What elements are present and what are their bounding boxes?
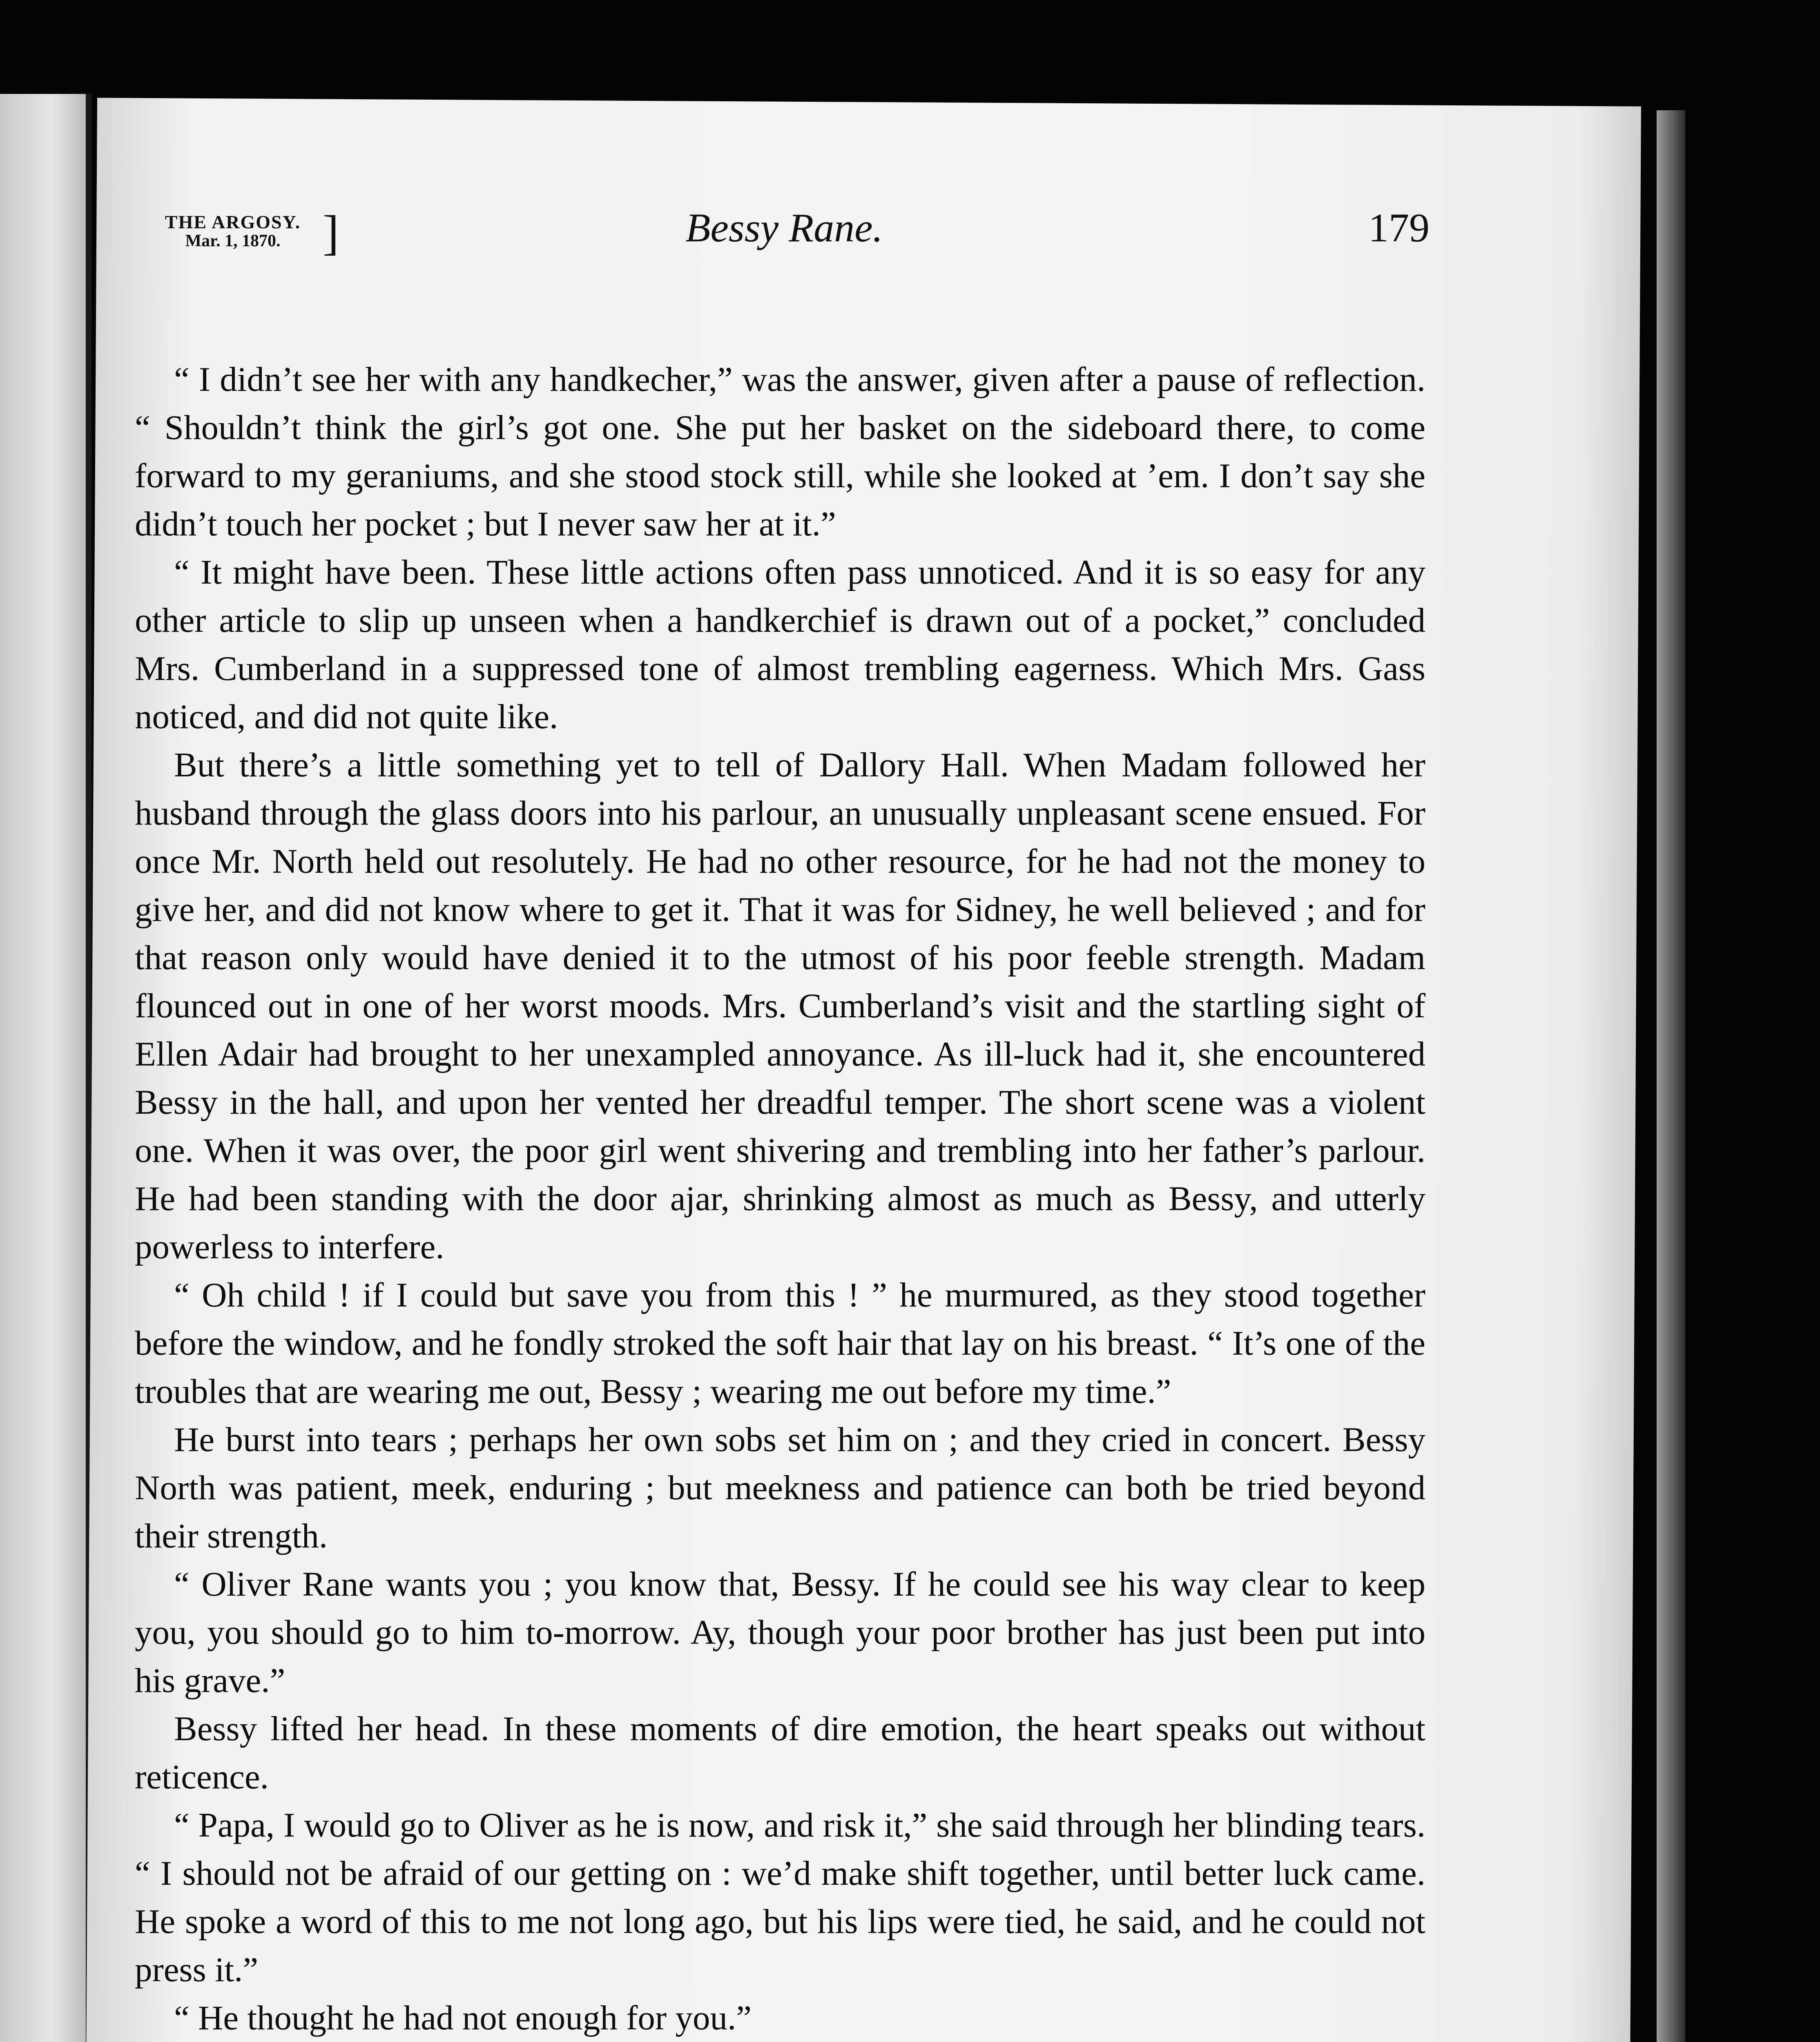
paragraph: “ Oh child ! if I could but save you from this ! ” he murmured, as they stood together before the window, and he fondly stroked the soft hair that lay on his breast. “ It’s one of the troubles that are wearing me out, Bessy ; wearing me out before my time.”: [135, 1276, 1425, 1411]
paragraph: “ It might have been. These little actions often pass unnoticed. And it is so easy for any other article to slip up unseen when a handkerchief is drawn out of a pocket,” concluded Mrs. Cumberland in a suppressed tone of almost trembling eagerness. Which Mrs. Gass noticed, and did not quite like.: [135, 553, 1425, 736]
running-title: Bessy Rane.: [685, 205, 883, 250]
running-head: [139, 204, 1430, 278]
imprint-bracket: ]: [323, 205, 339, 260]
paragraph: “ I didn’t see her with any handkecher,” was the answer, given after a pause of reflection. “ Shouldn’t think the girl’s got one. She put her basket on the sideboard there, to come forward to my geraniums, and she stood stock still, while she looked at ’em. I don’t say she didn’t touch her pocket ; but I never saw her at it.”: [135, 360, 1425, 543]
paragraph: “ Oliver Rane wants you ; you know that, Bessy. If he could see his way clear to keep you, you should go to him to-morrow. Ay, though your poor brother has just been put into his grave.”: [135, 1565, 1425, 1700]
paragraph: Bessy lifted her head. In these moments of dire emotion, the heart speaks out without reticence.: [135, 1710, 1425, 1796]
paragraph: “ Papa, I would go to Oliver as he is now, and risk it,” she said through her blinding tears. “ I should not be afraid of our getting on : we’d make shift together, until better luck came. He spoke a word of this to me not long ago, but his lips were tied, he said, and he could not press it.”: [135, 1806, 1425, 1989]
facing-page-edge: [0, 94, 91, 2042]
body-text: [135, 355, 1425, 2042]
paragraph: “ He thought he had not enough for you.”: [174, 1999, 752, 2037]
page-number: 179: [1368, 205, 1430, 250]
paragraph: He burst into tears ; perhaps her own sobs set him on ; and they cried in concert. Bessy North was patient, meek, enduring ; but meekness and patience can both be tried beyond their strength.: [135, 1420, 1425, 1555]
journal-name: THE ARGOSY.: [165, 212, 301, 232]
page-stack-edge: [1657, 110, 1685, 2042]
issue-date: Mar. 1, 1870.: [185, 232, 281, 251]
paragraph: But there’s a little something yet to tell of Dallory Hall. When Madam followed her husband through the glass doors into his parlour, an unusually unpleasant scene ensued. For once Mr. North held out resolutely. He had no other resource, for he had not the money to give her, and did not know where to get it. That it was for Sidney, he well believed ; and for that reason only would have denied it to the utmost of his poor feeble strength. Madam flounced out in one of her worst moods. Mrs. Cumberland’s visit and the startling sight of Ellen Adair had brought to her unexampled annoyance. As ill-luck had it, she encountered Bessy in the hall, and upon her vented her dreadful temper. The short scene was a violent one. When it was over, the poor girl went shivering and trembling into her father’s parlour. He had been standing with the door ajar, shrinking almost as much as Bessy, and utterly powerless to interfere.: [135, 746, 1425, 1266]
